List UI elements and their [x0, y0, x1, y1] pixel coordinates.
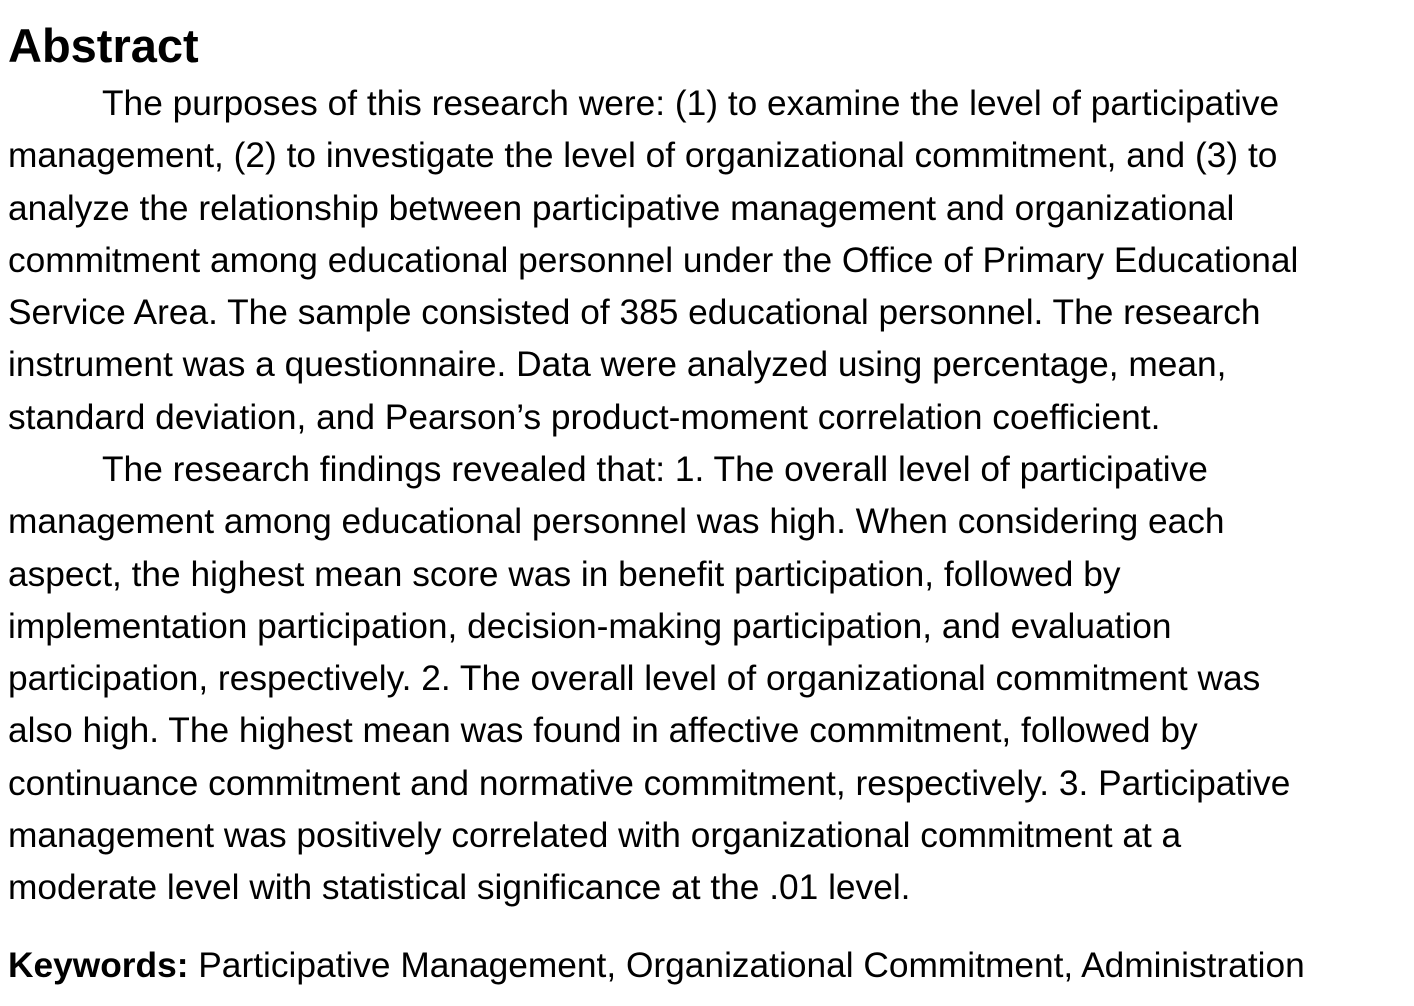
abstract-paragraph-findings: [8, 444, 1412, 915]
paragraph-line: The research findings revealed that: 1. The overall level of participative: [102, 450, 1208, 489]
paragraph-line: analyze the relationship between participative management and organizational: [8, 188, 1235, 228]
paragraph-line: Service Area. The sample consisted of 385 educational personnel. The research: [8, 293, 1261, 333]
paragraph-line: management among educational personnel was high. When considering each: [8, 502, 1225, 542]
paragraph-line: participation, respectively. 2. The overall level of organizational commitment was: [8, 659, 1261, 699]
paragraph-line: The purposes of this research were: (1) to examine the level of participative: [102, 84, 1280, 123]
paragraph-line: also high. The highest mean was found in affective commitment, followed by: [8, 711, 1198, 751]
paragraph-line: management, (2) to investigate the level of organizational commitment, and (3) to: [8, 136, 1278, 176]
keywords-label: Keywords:: [8, 946, 189, 985]
keywords-text: Participative Management, Organizational Commitment, Administration: [198, 946, 1305, 985]
paragraph-line: implementation participation, decision-making participation, and evaluation: [8, 606, 1172, 646]
paragraph-line: continuance commitment and normative commitment, respectively. 3. Participative: [8, 763, 1291, 803]
paragraph-line: aspect, the highest mean score was in benefit participation, followed by: [8, 554, 1121, 594]
abstract-heading: Abstract: [8, 19, 199, 72]
paragraph-line: commitment among educational personnel under the Office of Primary Educational: [8, 240, 1299, 280]
abstract-paragraph-purposes: [8, 78, 1412, 444]
paragraph-line: instrument was a questionnaire. Data were analyzed using percentage, mean,: [8, 345, 1227, 385]
paragraph-line: moderate level with statistical significance at the .01 level.: [8, 868, 911, 908]
paragraph-line: standard deviation, and Pearson’s product-moment correlation coefficient.: [8, 397, 1161, 437]
paragraph-line: management was positively correlated with organizational commitment at a: [8, 816, 1182, 856]
keywords-line: [8, 940, 1305, 992]
